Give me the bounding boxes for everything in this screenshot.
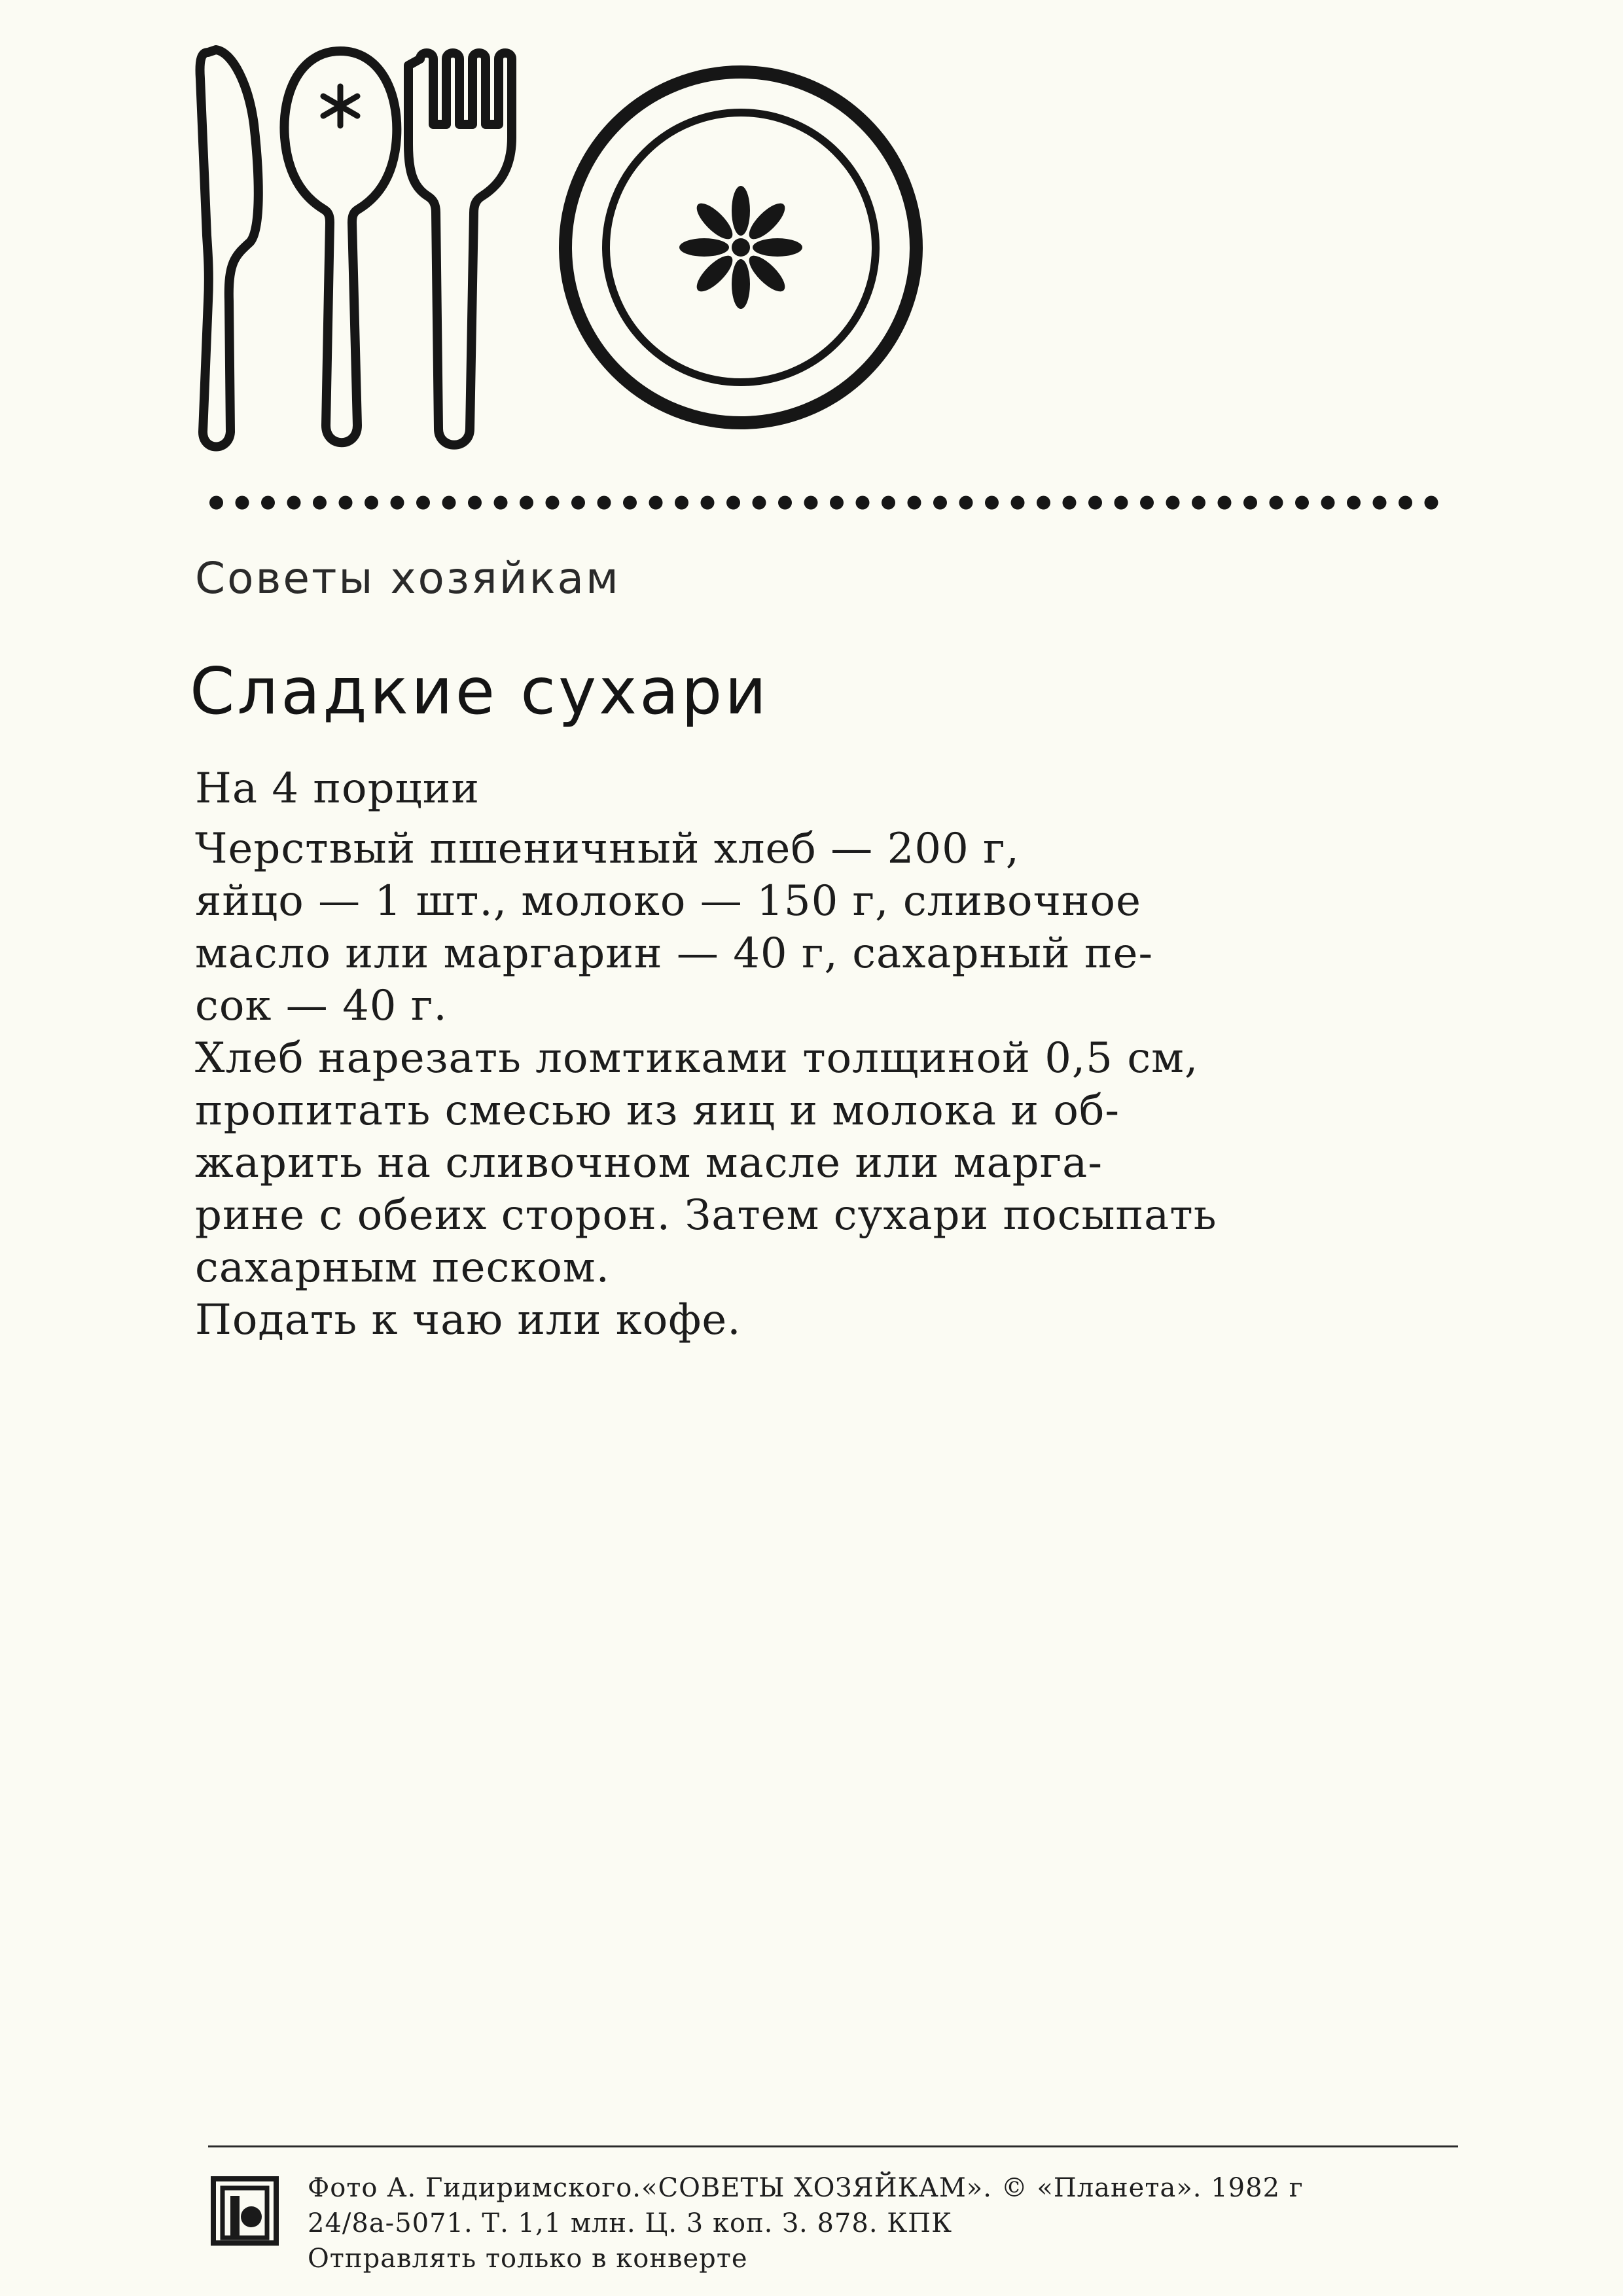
divider-dot [675,496,688,510]
method-line: сахарным песком. [195,1244,610,1292]
ingredients-line: Черствый пшеничный хлеб — 200 г, [195,825,1020,873]
divider-dot [753,496,766,510]
divider-dot [1166,496,1180,510]
divider-dot [1243,496,1257,510]
publisher-logo-icon [211,2176,279,2246]
divider-dot [1115,496,1128,510]
servings-line: На 4 порции [195,764,480,813]
plate-flower-icon [679,186,802,309]
recipe-body [195,762,1229,1346]
divider-dot [778,496,792,510]
divider-dot [1063,496,1077,510]
asterisk-icon [323,86,357,126]
imprint-line: Фото А. Гидиримского.«СОВЕТЫ ХОЗЯЙКАМ». © «Планета». 1982 г [308,2173,1304,2203]
divider-dot [236,496,249,510]
fork-icon [408,53,512,445]
divider-dot [1399,496,1412,510]
divider-dot [339,496,353,510]
divider-dot [701,496,715,510]
divider-dot [1037,496,1050,510]
ingredients-line: масло или маргарин — 40 г, сахарный пе- [195,929,1154,978]
imprint-line: 24/8а-5071. Т. 1,1 млн. Ц. 3 коп. З. 878. КПК [308,2208,953,2238]
dotted-divider [208,491,1458,514]
divider-dot [416,496,430,510]
method-line: рине с обеих сторон. Затем сухари посыпать [195,1191,1217,1240]
divider-dot [597,496,611,510]
knife-icon [200,50,259,447]
recipe-title: Сладкие сухари [190,655,770,729]
divider-dot [908,496,921,510]
divider-dot [623,496,637,510]
ingredients-line: сок — 40 г. [195,982,448,1030]
divider-dot [1218,496,1232,510]
divider-dot [1295,496,1309,510]
divider-dot [571,496,585,510]
divider-dot [985,496,999,510]
imprint-line: Отправлять только в конверте [308,2244,748,2274]
serving-note: Подать к чаю или кофе. [195,1296,741,1344]
ingredients-line: яйцо — 1 шт., молоко — 150 г, сливочное [195,877,1141,925]
divider-dot [726,496,740,510]
divider-dot [959,496,973,510]
divider-dot [1011,496,1025,510]
divider-dot [882,496,895,510]
divider-dot [1270,496,1283,510]
divider-dot [209,496,223,510]
method-line: жарить на сливочном масле или марга- [195,1139,1103,1187]
divider-dot [1347,496,1361,510]
divider-dot [287,496,301,510]
divider-dot [933,496,947,510]
section-label: Советы хозяйкам [195,553,620,603]
divider-dot [1321,496,1335,510]
imprint [308,2170,1459,2276]
divider-dot [261,496,275,510]
method-line: Хлеб нарезать ломтиками толщиной 0,5 см, [195,1034,1199,1083]
footer-divider [208,2145,1458,2147]
divider-dot [365,496,378,510]
plate-icon [565,72,916,423]
method-line: пропитать смесью из яиц и молока и об- [195,1086,1120,1135]
divider-dot [468,496,482,510]
divider-dot [313,496,327,510]
divider-dot [1088,496,1102,510]
tableware-illustration [190,39,923,465]
divider-dot [1192,496,1205,510]
divider-dot [856,496,870,510]
divider-dot [1425,496,1438,510]
divider-dot [520,496,533,510]
divider-dot [442,496,456,510]
divider-dot [1140,496,1154,510]
divider-dot [1373,496,1387,510]
divider-dot [391,496,404,510]
divider-dot [830,496,844,510]
divider-dot [494,496,508,510]
divider-dot [649,496,663,510]
divider-dot [546,496,560,510]
divider-dot [804,496,818,510]
